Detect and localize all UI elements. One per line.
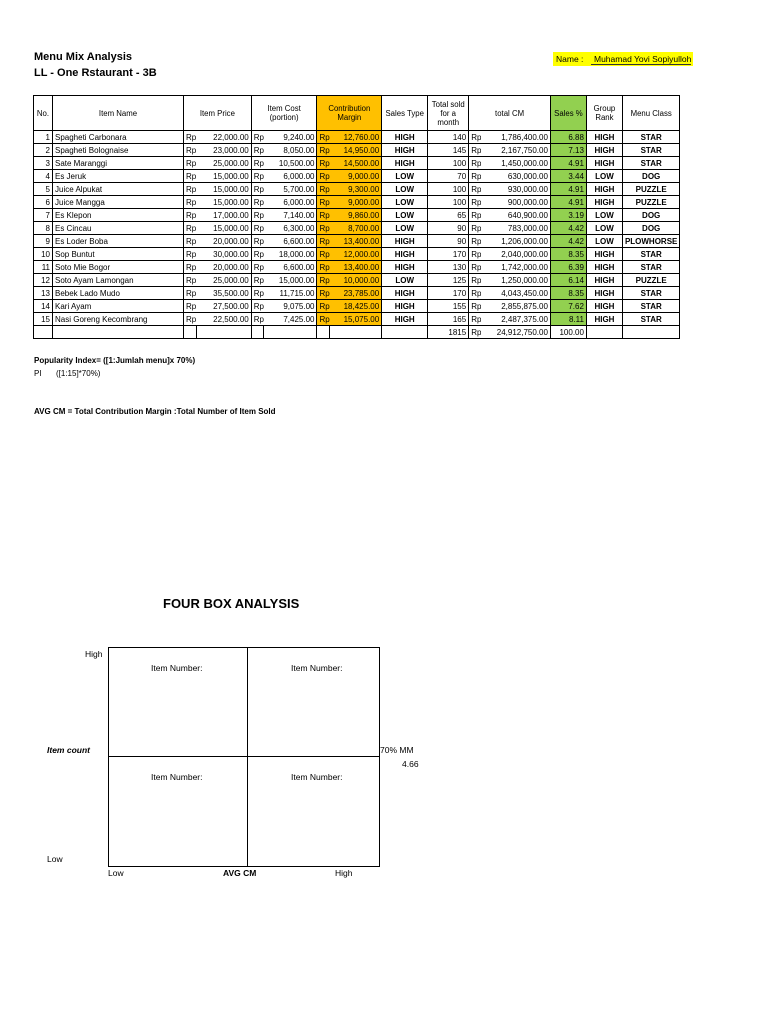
cell-item-name: Es Loder Boba [53, 235, 184, 248]
cell-contribution-margin: 12,000.00 [330, 248, 382, 261]
cell-sales-type: LOW [382, 170, 428, 183]
col-menu-class: Menu Class [622, 96, 679, 131]
quadrant-bottom-right-label: Item Number: [291, 772, 343, 782]
cell-total-sold: 90 [428, 222, 469, 235]
cell-item-name: Kari Ayam [53, 300, 184, 313]
y-low-label: Low [47, 854, 63, 864]
cell-menu-class: DOG [622, 209, 679, 222]
cell-cost-currency: Rp [251, 131, 264, 144]
cell-total-cm-currency: Rp [469, 261, 482, 274]
cell-total-sold: 100 [428, 183, 469, 196]
cell-contribution-margin: 15,075.00 [330, 313, 382, 326]
cell-empty [34, 326, 53, 339]
cell-total-cm-currency: Rp [469, 248, 482, 261]
cell-menu-class: STAR [622, 248, 679, 261]
cell-contribution-margin: 13,400.00 [330, 261, 382, 274]
table-row [34, 222, 680, 235]
cell-price-currency: Rp [184, 300, 197, 313]
cell-price-currency: Rp [184, 222, 197, 235]
table-row [34, 313, 680, 326]
cell-group-rank: HIGH [586, 144, 622, 157]
cell-total-sold: 170 [428, 287, 469, 300]
cell-price-currency: Rp [184, 144, 197, 157]
cell-item-cost: 6,000.00 [264, 170, 317, 183]
cell-empty [264, 326, 317, 339]
cell-sales-pct: 4.42 [550, 222, 586, 235]
cell-item-cost: 7,425.00 [264, 313, 317, 326]
cell-item-name: Es Cincau [53, 222, 184, 235]
cell-price-currency: Rp [184, 261, 197, 274]
cell-sales-pct: 7.13 [550, 144, 586, 157]
cell-item-name: Spagheti Carbonara [53, 131, 184, 144]
cell-empty [251, 326, 264, 339]
mm-value: 4.66 [402, 759, 419, 769]
cell-group-rank: HIGH [586, 261, 622, 274]
cell-cm-currency: Rp [317, 274, 330, 287]
cell-total-cm-currency: Rp [469, 144, 482, 157]
cell-total-cm-currency: Rp [469, 170, 482, 183]
cell-no: 6 [34, 196, 53, 209]
cell-price-currency: Rp [184, 313, 197, 326]
cell-total-cm-currency: Rp [469, 196, 482, 209]
grid-horizontal-divider [109, 756, 379, 757]
table-row [34, 131, 680, 144]
cell-no: 15 [34, 313, 53, 326]
cell-total-sold: 165 [428, 313, 469, 326]
four-box-title: FOUR BOX ANALYSIS [163, 596, 300, 611]
cell-cm-currency: Rp [317, 235, 330, 248]
cell-sales-type: HIGH [382, 131, 428, 144]
cell-cm-currency: Rp [317, 300, 330, 313]
table-row [34, 209, 680, 222]
cell-total-cm: 1,742,000.00 [481, 261, 550, 274]
cell-item-name: Sop Buntut [53, 248, 184, 261]
cell-cost-currency: Rp [251, 287, 264, 300]
cell-price-currency: Rp [184, 183, 197, 196]
cell-menu-class: STAR [622, 287, 679, 300]
cell-total-sold: 125 [428, 274, 469, 287]
cell-no: 10 [34, 248, 53, 261]
cell-total-cm-sum: 24,912,750.00 [481, 326, 550, 339]
y-axis-label: Item count [47, 745, 90, 755]
cell-item-cost: 9,075.00 [264, 300, 317, 313]
cell-menu-class: PUZZLE [622, 183, 679, 196]
cell-no: 1 [34, 131, 53, 144]
cell-total-cm-currency: Rp [469, 313, 482, 326]
cell-contribution-margin: 18,425.00 [330, 300, 382, 313]
cell-sales-pct: 3.19 [550, 209, 586, 222]
cell-no: 7 [34, 209, 53, 222]
cell-total-sold: 155 [428, 300, 469, 313]
cell-item-cost: 18,000.00 [264, 248, 317, 261]
cell-sales-pct: 4.91 [550, 183, 586, 196]
pi-label: PI [34, 369, 42, 378]
table-row [34, 300, 680, 313]
cell-total-sold: 170 [428, 248, 469, 261]
cell-total-sold: 100 [428, 157, 469, 170]
cell-menu-class: STAR [622, 313, 679, 326]
cell-price-currency: Rp [184, 170, 197, 183]
cell-total-cm: 900,000.00 [481, 196, 550, 209]
cell-sales-pct: 6.14 [550, 274, 586, 287]
cell-total-cm: 2,167,750.00 [481, 144, 550, 157]
cell-total-cm-currency: Rp [469, 157, 482, 170]
cell-contribution-margin: 9,860.00 [330, 209, 382, 222]
cell-item-name: Soto Ayam Lamongan [53, 274, 184, 287]
cell-item-name: Spagheti Bolognaise [53, 144, 184, 157]
cell-total-cm: 630,000.00 [481, 170, 550, 183]
cell-menu-class: PLOWHORSE [622, 235, 679, 248]
cell-contribution-margin: 9,300.00 [330, 183, 382, 196]
cell-group-rank: LOW [586, 170, 622, 183]
cell-item-cost: 11,715.00 [264, 287, 317, 300]
col-sales-pct: Sales % [550, 96, 586, 131]
cell-cost-currency: Rp [251, 222, 264, 235]
cell-sales-pct: 3.44 [550, 170, 586, 183]
quadrant-top-left-label: Item Number: [151, 663, 203, 673]
table-row [34, 170, 680, 183]
cell-group-rank: HIGH [586, 313, 622, 326]
cell-sales-type: HIGH [382, 235, 428, 248]
cell-total-sold: 65 [428, 209, 469, 222]
cell-sales-type: LOW [382, 209, 428, 222]
col-total-cm: total CM [469, 96, 551, 131]
cell-item-price: 15,000.00 [196, 222, 251, 235]
cell-cost-currency: Rp [251, 248, 264, 261]
cell-menu-class: DOG [622, 222, 679, 235]
cell-total-cm-currency: Rp [469, 300, 482, 313]
cell-total-cm: 2,855,875.00 [481, 300, 550, 313]
cell-no: 5 [34, 183, 53, 196]
cell-sales-pct: 6.39 [550, 261, 586, 274]
cell-group-rank: HIGH [586, 131, 622, 144]
col-item-name: Item Name [53, 96, 184, 131]
cell-contribution-margin: 10,000.00 [330, 274, 382, 287]
cell-sales-pct: 8.11 [550, 313, 586, 326]
table-row [34, 144, 680, 157]
cell-contribution-margin: 9,000.00 [330, 196, 382, 209]
cell-sales-type: HIGH [382, 300, 428, 313]
cell-total-sold: 140 [428, 131, 469, 144]
popularity-index-note: Popularity Index= ([1:Jumlah menu]x 70%) [34, 356, 196, 365]
cell-sales-type: HIGH [382, 261, 428, 274]
cell-price-currency: Rp [184, 196, 197, 209]
cell-empty [382, 326, 428, 339]
cell-sales-pct: 4.91 [550, 157, 586, 170]
cell-cost-currency: Rp [251, 313, 264, 326]
cell-cost-currency: Rp [251, 183, 264, 196]
name-box [553, 52, 693, 66]
cell-item-name: Es Jeruk [53, 170, 184, 183]
cell-sales-type: HIGH [382, 313, 428, 326]
cell-group-rank: HIGH [586, 248, 622, 261]
cell-sales-pct: 6.88 [550, 131, 586, 144]
cell-total-sold: 145 [428, 144, 469, 157]
cell-cm-currency: Rp [317, 170, 330, 183]
quadrant-bottom-left-label: Item Number: [151, 772, 203, 782]
cell-total-sold: 100 [428, 196, 469, 209]
cell-menu-class: PUZZLE [622, 196, 679, 209]
cell-total-cm-currency: Rp [469, 235, 482, 248]
cell-group-rank: HIGH [586, 157, 622, 170]
cell-cm-currency: Rp [317, 287, 330, 300]
cell-total-cm: 783,000.00 [481, 222, 550, 235]
cell-item-price: 20,000.00 [196, 235, 251, 248]
cell-menu-class: STAR [622, 131, 679, 144]
cell-cm-currency: Rp [317, 183, 330, 196]
col-contribution-margin: Contribution Margin [317, 96, 382, 131]
cell-cost-currency: Rp [251, 261, 264, 274]
sheet-subtitle: LL - One Rstaurant - 3B [34, 67, 157, 79]
cell-group-rank: HIGH [586, 287, 622, 300]
cell-no: 2 [34, 144, 53, 157]
cell-contribution-margin: 14,950.00 [330, 144, 382, 157]
cell-item-price: 15,000.00 [196, 170, 251, 183]
cell-group-rank: HIGH [586, 300, 622, 313]
cell-price-currency: Rp [184, 157, 197, 170]
cell-menu-class: DOG [622, 170, 679, 183]
col-item-price: Item Price [184, 96, 252, 131]
avg-cm-note: AVG CM = Total Contribution Margin :Total Number of Item Sold [34, 407, 276, 416]
table-row [34, 235, 680, 248]
cell-item-price: 25,000.00 [196, 157, 251, 170]
cell-price-currency: Rp [184, 131, 197, 144]
cell-group-rank: LOW [586, 222, 622, 235]
cell-menu-class: STAR [622, 300, 679, 313]
x-high-label: High [335, 868, 353, 878]
cell-no: 13 [34, 287, 53, 300]
cell-contribution-margin: 8,700.00 [330, 222, 382, 235]
cell-item-price: 22,500.00 [196, 313, 251, 326]
cell-item-price: 17,000.00 [196, 209, 251, 222]
cell-menu-class: PUZZLE [622, 274, 679, 287]
cell-total-currency: Rp [469, 326, 482, 339]
cell-item-cost: 6,000.00 [264, 196, 317, 209]
cell-item-cost: 5,700.00 [264, 183, 317, 196]
cell-sales-type: HIGH [382, 157, 428, 170]
cell-cm-currency: Rp [317, 157, 330, 170]
cell-cost-currency: Rp [251, 274, 264, 287]
cell-total-cm: 1,786,400.00 [481, 131, 550, 144]
cell-sales-pct: 8.35 [550, 248, 586, 261]
cell-price-currency: Rp [184, 287, 197, 300]
cell-total-cm-currency: Rp [469, 183, 482, 196]
cell-item-name: Nasi Goreng Kecombrang [53, 313, 184, 326]
cell-item-name: Soto Mie Bogor [53, 261, 184, 274]
cell-cm-currency: Rp [317, 209, 330, 222]
cell-total-cm: 1,450,000.00 [481, 157, 550, 170]
cell-item-cost: 10,500.00 [264, 157, 317, 170]
cell-item-price: 15,000.00 [196, 196, 251, 209]
col-no: No. [34, 96, 53, 131]
y-high-label: High [85, 649, 103, 659]
four-box-grid [108, 647, 380, 867]
cell-no: 3 [34, 157, 53, 170]
cell-item-price: 23,000.00 [196, 144, 251, 157]
cell-item-price: 30,000.00 [196, 248, 251, 261]
cell-cost-currency: Rp [251, 300, 264, 313]
cell-sales-type: LOW [382, 196, 428, 209]
cell-empty [586, 326, 622, 339]
cell-item-cost: 15,000.00 [264, 274, 317, 287]
table-row [34, 287, 680, 300]
cell-group-rank: HIGH [586, 183, 622, 196]
name-value: Muhamad Yovi Sopiyulloh [591, 54, 691, 65]
cell-item-cost: 9,240.00 [264, 131, 317, 144]
cell-contribution-margin: 14,500.00 [330, 157, 382, 170]
table-row [34, 261, 680, 274]
menu-mix-table [33, 95, 680, 339]
cell-empty [330, 326, 382, 339]
cell-item-cost: 6,300.00 [264, 222, 317, 235]
cell-item-price: 20,000.00 [196, 261, 251, 274]
cell-item-name: Es Klepon [53, 209, 184, 222]
cell-total-cm-currency: Rp [469, 287, 482, 300]
sheet-title: Menu Mix Analysis [34, 51, 133, 63]
table-total-row [34, 326, 680, 339]
table-row [34, 196, 680, 209]
cell-empty [196, 326, 251, 339]
cell-no: 11 [34, 261, 53, 274]
cell-total-sold-sum: 1815 [428, 326, 469, 339]
cell-item-name: Bebek Lado Mudo [53, 287, 184, 300]
cell-total-cm-currency: Rp [469, 222, 482, 235]
cell-total-cm: 2,487,375.00 [481, 313, 550, 326]
table-row [34, 274, 680, 287]
cell-group-rank: HIGH [586, 196, 622, 209]
cell-cm-currency: Rp [317, 131, 330, 144]
cell-price-currency: Rp [184, 274, 197, 287]
cell-item-price: 15,000.00 [196, 183, 251, 196]
cell-sales-type: LOW [382, 274, 428, 287]
table-row [34, 183, 680, 196]
cell-menu-class: STAR [622, 261, 679, 274]
cell-sales-pct: 4.91 [550, 196, 586, 209]
cell-menu-class: STAR [622, 157, 679, 170]
cell-no: 8 [34, 222, 53, 235]
cell-total-cm: 4,043,450.00 [481, 287, 550, 300]
cell-empty [53, 326, 184, 339]
cell-cost-currency: Rp [251, 170, 264, 183]
cell-price-currency: Rp [184, 235, 197, 248]
col-group-rank: Group Rank [586, 96, 622, 131]
quadrant-top-right-label: Item Number: [291, 663, 343, 673]
col-sales-type: Sales Type [382, 96, 428, 131]
cell-cm-currency: Rp [317, 261, 330, 274]
cell-item-name: Juice Mangga [53, 196, 184, 209]
cell-total-pct-sum: 100.00 [550, 326, 586, 339]
cell-cost-currency: Rp [251, 235, 264, 248]
cell-item-name: Juice Alpukat [53, 183, 184, 196]
col-total-sold: Total sold for a month [428, 96, 469, 131]
cell-menu-class: STAR [622, 144, 679, 157]
cell-total-cm: 1,250,000.00 [481, 274, 550, 287]
cell-group-rank: LOW [586, 209, 622, 222]
col-item-cost: Item Cost (portion) [251, 96, 317, 131]
grid-vertical-divider [247, 648, 248, 866]
table-row [34, 248, 680, 261]
cell-total-cm-currency: Rp [469, 131, 482, 144]
cell-total-cm: 1,206,000.00 [481, 235, 550, 248]
cell-item-price: 35,500.00 [196, 287, 251, 300]
cell-empty [317, 326, 330, 339]
cell-total-cm-currency: Rp [469, 274, 482, 287]
cell-total-cm-currency: Rp [469, 209, 482, 222]
cell-sales-type: LOW [382, 222, 428, 235]
cell-group-rank: HIGH [586, 274, 622, 287]
cell-cm-currency: Rp [317, 248, 330, 261]
name-label: Name : [556, 54, 584, 64]
cell-total-sold: 70 [428, 170, 469, 183]
cell-sales-pct: 8.35 [550, 287, 586, 300]
cell-sales-pct: 7.62 [550, 300, 586, 313]
cell-sales-type: LOW [382, 183, 428, 196]
cell-total-sold: 90 [428, 235, 469, 248]
cell-price-currency: Rp [184, 209, 197, 222]
cell-total-cm: 2,040,000.00 [481, 248, 550, 261]
cell-price-currency: Rp [184, 248, 197, 261]
table-row [34, 157, 680, 170]
cell-sales-pct: 4.42 [550, 235, 586, 248]
mm-label: 70% MM [380, 745, 414, 755]
cell-item-price: 25,000.00 [196, 274, 251, 287]
cell-item-name: Sate Maranggi [53, 157, 184, 170]
cell-item-price: 22,000.00 [196, 131, 251, 144]
cell-contribution-margin: 12,760.00 [330, 131, 382, 144]
cell-no: 4 [34, 170, 53, 183]
x-axis-label: AVG CM [223, 868, 257, 878]
cell-contribution-margin: 23,785.00 [330, 287, 382, 300]
cell-contribution-margin: 13,400.00 [330, 235, 382, 248]
cell-cm-currency: Rp [317, 144, 330, 157]
cell-item-cost: 6,600.00 [264, 235, 317, 248]
cell-group-rank: LOW [586, 235, 622, 248]
cell-cm-currency: Rp [317, 222, 330, 235]
cell-empty [622, 326, 679, 339]
cell-cost-currency: Rp [251, 209, 264, 222]
cell-total-cm: 640,900.00 [481, 209, 550, 222]
cell-total-cm: 930,000.00 [481, 183, 550, 196]
cell-cm-currency: Rp [317, 196, 330, 209]
cell-empty [184, 326, 197, 339]
cell-cost-currency: Rp [251, 144, 264, 157]
cell-item-cost: 6,600.00 [264, 261, 317, 274]
cell-contribution-margin: 9,000.00 [330, 170, 382, 183]
cell-cost-currency: Rp [251, 196, 264, 209]
cell-sales-type: HIGH [382, 287, 428, 300]
cell-cm-currency: Rp [317, 313, 330, 326]
cell-total-sold: 130 [428, 261, 469, 274]
cell-sales-type: HIGH [382, 144, 428, 157]
cell-item-cost: 8,050.00 [264, 144, 317, 157]
cell-no: 9 [34, 235, 53, 248]
cell-no: 14 [34, 300, 53, 313]
cell-sales-type: HIGH [382, 248, 428, 261]
cell-item-cost: 7,140.00 [264, 209, 317, 222]
x-low-label: Low [108, 868, 124, 878]
cell-item-price: 27,500.00 [196, 300, 251, 313]
table-header-row [34, 96, 680, 131]
cell-cost-currency: Rp [251, 157, 264, 170]
cell-no: 12 [34, 274, 53, 287]
pi-formula: ([1:15]*70%) [56, 369, 101, 378]
